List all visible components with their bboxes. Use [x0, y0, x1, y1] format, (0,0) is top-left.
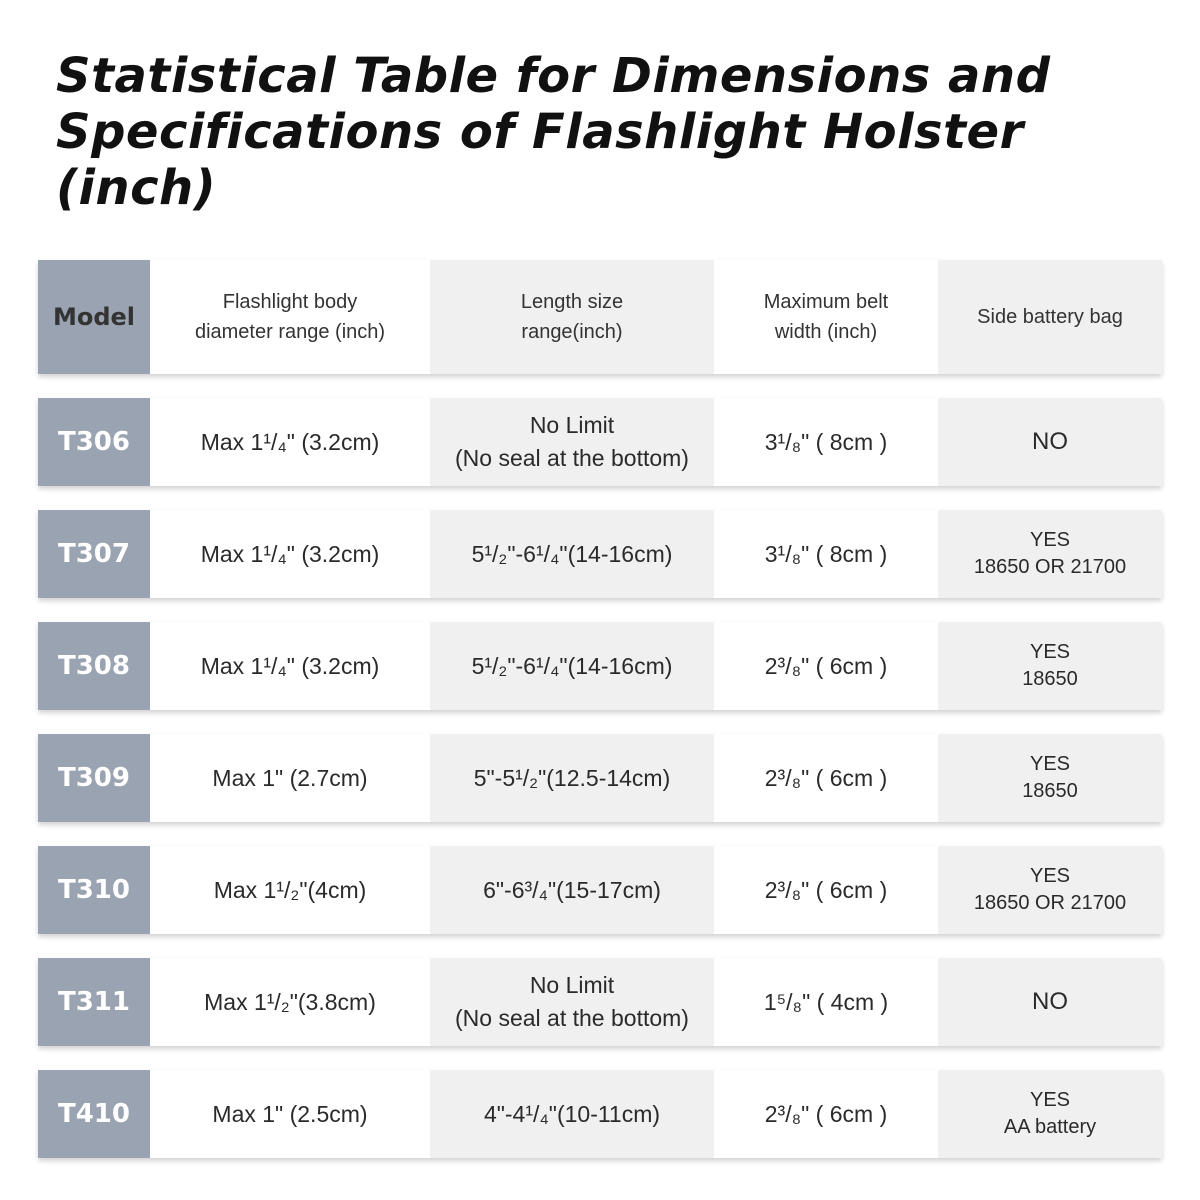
diameter-cell: Max 1¹/₂"(4cm): [150, 846, 430, 934]
model-cell: T310: [38, 846, 150, 934]
page-title: Statistical Table for Dimensions and Specifications of Flashlight Holster (inch): [56, 48, 1051, 216]
header-battery: Side battery bag: [938, 260, 1162, 374]
diameter-cell: Max 1" (2.7cm): [150, 734, 430, 822]
length-line2: (No seal at the bottom): [455, 445, 689, 471]
belt-cell: 2³/₈" ( 6cm ): [714, 622, 938, 710]
battery-cell: [938, 846, 1162, 934]
table-row: [38, 846, 1162, 934]
table-row: [38, 398, 1162, 486]
battery-line1: NO: [1032, 428, 1068, 455]
battery-cell: [938, 734, 1162, 822]
length-cell: [430, 510, 714, 598]
length-line1: No Limit: [529, 412, 615, 438]
length-line1: 4"-4¹/₄"(10-11cm): [483, 1100, 661, 1127]
battery-line2: 18650: [1022, 780, 1078, 802]
table-header-row: [38, 260, 1162, 374]
belt-cell: 2³/₈" ( 6cm ): [714, 846, 938, 934]
battery-cell: [938, 1070, 1162, 1158]
length-line1: 5¹/₂"-6¹/₄"(14-16cm): [471, 652, 673, 679]
battery-cell: [938, 958, 1162, 1046]
length-cell: [430, 1070, 714, 1158]
length-cell: [430, 398, 714, 486]
belt-cell: 3¹/₈" ( 8cm ): [714, 510, 938, 598]
table-row: [38, 734, 1162, 822]
length-cell: [430, 958, 714, 1046]
belt-cell: 3¹/₈" ( 8cm ): [714, 398, 938, 486]
length-line1: No Limit: [529, 972, 615, 998]
length-cell: [430, 846, 714, 934]
table-row: [38, 622, 1162, 710]
diameter-cell: Max 1" (2.5cm): [150, 1070, 430, 1158]
battery-line2: 18650: [1022, 668, 1078, 690]
diameter-cell: Max 1¹/₄" (3.2cm): [150, 510, 430, 598]
diameter-cell: Max 1¹/₄" (3.2cm): [150, 622, 430, 710]
battery-line1: YES: [1029, 529, 1071, 551]
battery-line2: AA battery: [1003, 1116, 1097, 1138]
length-cell: [430, 622, 714, 710]
diameter-cell: Max 1¹/₄" (3.2cm): [150, 398, 430, 486]
length-line2: (No seal at the bottom): [455, 1005, 689, 1031]
length-line1: 5"-5¹/₂"(12.5-14cm): [473, 764, 671, 791]
battery-cell: [938, 510, 1162, 598]
model-cell: T307: [38, 510, 150, 598]
table-row: [38, 958, 1162, 1046]
length-line1: 5¹/₂"-6¹/₄"(14-16cm): [471, 540, 673, 567]
length-line1: 6"-6³/₄"(15-17cm): [483, 876, 661, 903]
belt-cell: 2³/₈" ( 6cm ): [714, 734, 938, 822]
battery-line1: YES: [1029, 1089, 1071, 1111]
model-cell: T311: [38, 958, 150, 1046]
battery-cell: [938, 622, 1162, 710]
model-cell: T308: [38, 622, 150, 710]
belt-cell: 2³/₈" ( 6cm ): [714, 1070, 938, 1158]
battery-line1: YES: [1029, 865, 1071, 887]
battery-cell: [938, 398, 1162, 486]
header-diameter: Flashlight body diameter range (inch): [150, 260, 430, 374]
belt-cell: 1⁵/₈" ( 4cm ): [714, 958, 938, 1046]
battery-line1: YES: [1029, 641, 1071, 663]
diameter-cell: Max 1¹/₂"(3.8cm): [150, 958, 430, 1046]
battery-line1: YES: [1029, 753, 1071, 775]
header-length: Length size range(inch): [430, 260, 714, 374]
header-model: Model: [38, 260, 150, 374]
header-belt: Maximum belt width (inch): [714, 260, 938, 374]
battery-line2: 18650 OR 21700: [973, 556, 1127, 578]
model-cell: T410: [38, 1070, 150, 1158]
length-cell: [430, 734, 714, 822]
battery-line2: 18650 OR 21700: [973, 892, 1127, 914]
table-row: [38, 1070, 1162, 1158]
battery-line1: NO: [1032, 988, 1068, 1015]
table-row: [38, 510, 1162, 598]
model-cell: T309: [38, 734, 150, 822]
model-cell: T306: [38, 398, 150, 486]
